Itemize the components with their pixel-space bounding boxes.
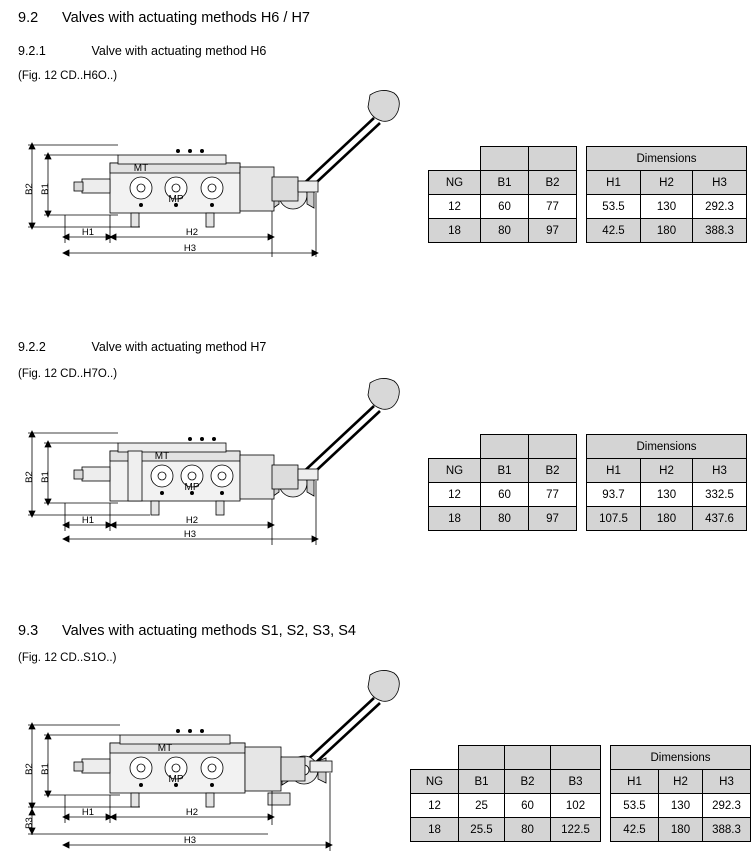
blank-cell	[551, 746, 601, 770]
blank-cell	[481, 435, 529, 459]
svg-text:MP: MP	[184, 482, 200, 493]
table-row	[429, 483, 747, 507]
cell-ng: 12	[429, 483, 481, 507]
cell-h1: 42.5	[587, 219, 641, 243]
dimensions-table-h6	[428, 146, 747, 243]
cell-ng: 18	[411, 818, 459, 842]
dimensions-table-s1	[410, 745, 751, 842]
table-row	[429, 147, 747, 171]
cell-h3: 292.3	[693, 195, 747, 219]
col-header-ng: NG	[429, 459, 481, 483]
cell-b1: 60	[481, 195, 529, 219]
svg-text:H2: H2	[185, 807, 199, 818]
table-row	[429, 435, 747, 459]
section-title: Valves with actuating methods S1, S2, S3, S4	[62, 623, 356, 639]
svg-text:B1: B1	[40, 471, 51, 483]
col-header-b2: B2	[505, 770, 551, 794]
figure-note-9-2-1: (Fig. 12 CD..H6O..)	[18, 70, 118, 82]
cell-h1: 42.5	[611, 818, 659, 842]
subsection-heading-9-2-2	[18, 340, 266, 354]
cell-h2: 130	[641, 195, 693, 219]
col-header-h1: H1	[611, 770, 659, 794]
blank-cell	[505, 746, 551, 770]
cell-b2: 97	[529, 219, 577, 243]
dimensions-header: Dimensions	[611, 746, 751, 770]
table-row	[429, 507, 747, 531]
figure-note-9-3: (Fig. 12 CD..S1O..)	[18, 652, 117, 664]
col-header-b1: B1	[459, 770, 505, 794]
subsection-heading-9-2-1	[18, 44, 266, 58]
spacer-cell	[577, 195, 587, 219]
section-heading-9-3	[18, 623, 356, 639]
col-header-h1: H1	[587, 459, 641, 483]
cell-b2: 97	[529, 507, 577, 531]
cell-b2: 77	[529, 195, 577, 219]
cell-h1: 107.5	[587, 507, 641, 531]
svg-text:MT: MT	[133, 163, 149, 174]
table-row	[429, 195, 747, 219]
svg-text:MT: MT	[157, 743, 173, 754]
cell-b2: 80	[505, 818, 551, 842]
table-row	[411, 794, 751, 818]
section-number: 9.3	[18, 623, 39, 639]
spacer-cell	[577, 507, 587, 531]
blank-cell	[529, 435, 577, 459]
blank-cell	[411, 746, 459, 770]
col-header-h3: H3	[693, 459, 747, 483]
col-header-ng: NG	[411, 770, 459, 794]
cell-b3: 122.5	[551, 818, 601, 842]
table-row	[429, 171, 747, 195]
section-title: Valves with actuating methods H6 / H7	[62, 10, 310, 26]
col-header-h1: H1	[587, 171, 641, 195]
dimensions-header: Dimensions	[587, 147, 747, 171]
col-header-b1: B1	[481, 171, 529, 195]
cell-b2: 60	[505, 794, 551, 818]
col-header-h3: H3	[703, 770, 751, 794]
cell-h1: 53.5	[587, 195, 641, 219]
blank-cell	[429, 147, 481, 171]
svg-text:H3: H3	[183, 529, 197, 540]
svg-text:H3: H3	[183, 243, 197, 254]
cell-h3: 437.6	[693, 507, 747, 531]
svg-text:H2: H2	[185, 515, 199, 526]
table-row	[411, 746, 751, 770]
col-header-h2: H2	[641, 459, 693, 483]
cell-ng: 18	[429, 507, 481, 531]
valve-drawing-h6	[10, 85, 420, 275]
subsection-title: Valve with actuating method H7	[91, 340, 267, 354]
cell-b3: 102	[551, 794, 601, 818]
blank-cell	[429, 435, 481, 459]
cell-h2: 180	[641, 507, 693, 531]
spacer-cell	[601, 794, 611, 818]
cell-h3: 332.5	[693, 483, 747, 507]
cell-b1: 25.5	[459, 818, 505, 842]
col-header-b3: B3	[551, 770, 601, 794]
spacer-cell	[601, 770, 611, 794]
svg-text:H1: H1	[81, 227, 95, 238]
cell-ng: 12	[429, 195, 481, 219]
spacer-cell	[577, 435, 587, 459]
table-row	[411, 818, 751, 842]
cell-h2: 130	[659, 794, 703, 818]
col-header-b2: B2	[529, 459, 577, 483]
svg-text:B3: B3	[24, 817, 35, 829]
svg-text:H1: H1	[81, 515, 95, 526]
col-header-h2: H2	[641, 171, 693, 195]
svg-text:H1: H1	[81, 807, 95, 818]
cell-b1: 60	[481, 483, 529, 507]
spacer-cell	[577, 483, 587, 507]
table-row	[411, 770, 751, 794]
spacer-cell	[601, 818, 611, 842]
cell-h2: 180	[659, 818, 703, 842]
cell-h3: 388.3	[703, 818, 751, 842]
section-number: 9.2	[18, 10, 39, 26]
cell-b1: 80	[481, 507, 529, 531]
spacer-cell	[601, 746, 611, 770]
col-header-b1: B1	[481, 459, 529, 483]
cell-ng: 18	[429, 219, 481, 243]
cell-h2: 130	[641, 483, 693, 507]
spacer-cell	[577, 171, 587, 195]
cell-h1: 93.7	[587, 483, 641, 507]
table-row	[429, 459, 747, 483]
cell-ng: 12	[411, 794, 459, 818]
subsection-title: Valve with actuating method H6	[91, 44, 267, 58]
col-header-b2: B2	[529, 171, 577, 195]
col-header-ng: NG	[429, 171, 481, 195]
valve-drawing-s1	[10, 665, 420, 860]
figure-note-9-2-2: (Fig. 12 CD..H7O..)	[18, 368, 118, 380]
svg-text:MP: MP	[168, 194, 184, 205]
cell-b1: 25	[459, 794, 505, 818]
cell-h1: 53.5	[611, 794, 659, 818]
subsection-number: 9.2.2	[18, 340, 46, 354]
subsection-number: 9.2.1	[18, 44, 46, 58]
valve-drawing-h7	[10, 373, 420, 563]
blank-cell	[529, 147, 577, 171]
svg-text:H2: H2	[185, 227, 199, 238]
col-header-h2: H2	[659, 770, 703, 794]
blank-cell	[459, 746, 505, 770]
dimensions-header: Dimensions	[587, 435, 747, 459]
svg-text:B1: B1	[40, 763, 51, 775]
table-row	[429, 219, 747, 243]
svg-text:MT: MT	[154, 451, 170, 462]
svg-text:B2: B2	[24, 471, 35, 483]
svg-text:MP: MP	[168, 774, 184, 785]
blank-cell	[481, 147, 529, 171]
cell-h3: 388.3	[693, 219, 747, 243]
col-header-h3: H3	[693, 171, 747, 195]
svg-text:B1: B1	[40, 183, 51, 195]
section-heading-9-2	[18, 10, 310, 26]
svg-text:H3: H3	[183, 835, 197, 846]
cell-h3: 292.3	[703, 794, 751, 818]
dimensions-table-h7	[428, 434, 747, 531]
spacer-cell	[577, 459, 587, 483]
cell-h2: 180	[641, 219, 693, 243]
svg-text:B2: B2	[24, 183, 35, 195]
cell-b2: 77	[529, 483, 577, 507]
svg-text:B2: B2	[24, 763, 35, 775]
cell-b1: 80	[481, 219, 529, 243]
spacer-cell	[577, 147, 587, 171]
spacer-cell	[577, 219, 587, 243]
